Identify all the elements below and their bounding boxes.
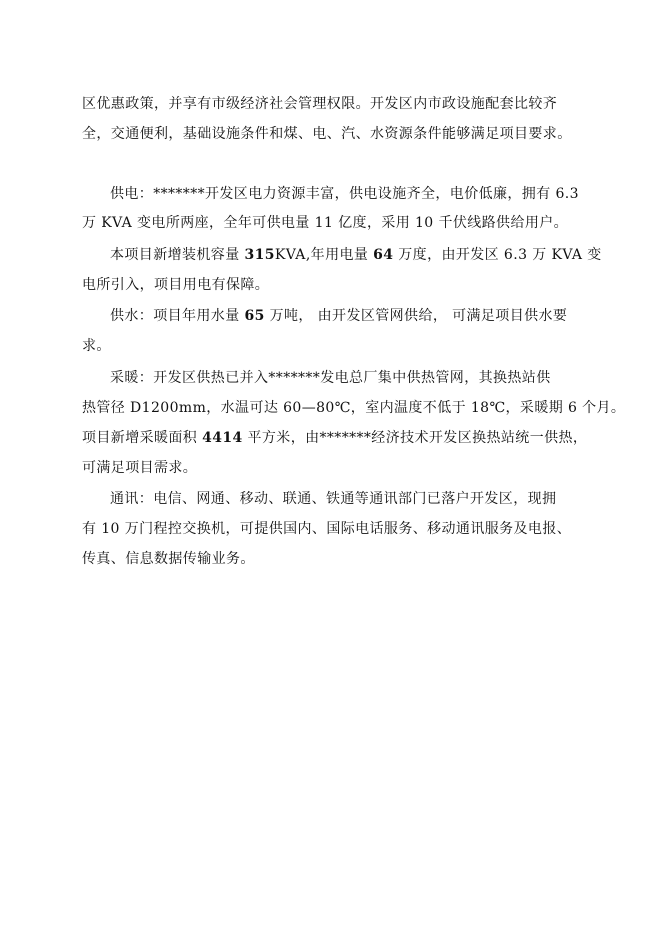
text-segment: 项目新增采暖面积: [82, 430, 203, 446]
text-segment: 万度，由开发区 6.3 万 KVA 变: [393, 247, 602, 263]
telecom-line: 传真、信息数据传输业务。: [82, 551, 255, 567]
paragraph-line: 全，交通便利，基础设施条件和煤、电、汽、水资源条件能够满足项目要求。: [82, 126, 572, 142]
power-supply-line: 供电：*******开发区电力资源丰富，供电设施齐全，电价低廉，拥有 6.3: [110, 186, 579, 202]
text-segment: 平方米，由*******经济技术开发区换热站统一供热，: [242, 430, 588, 446]
paragraph-line: 求。: [82, 338, 111, 354]
water-volume-value: 65: [244, 308, 265, 324]
text-segment: KVA,年用电量: [274, 247, 374, 263]
text-segment: 本项目新增装机容量: [110, 247, 245, 263]
paragraph-line: 可满足项目需求。: [82, 460, 198, 476]
capacity-value: 315: [244, 247, 275, 263]
telecom-line: 通讯：电信、网通、移动、联通、铁通等通讯部门已落户开发区，现拥: [110, 491, 557, 507]
heating-line: 热管径 D1200mm，水温可达 60—80℃，室内温度不低于 18℃，采暖期 6 个月。: [82, 400, 626, 416]
text-segment: 万吨， 由开发区管网供给， 可满足项目供水要: [264, 308, 568, 324]
text-segment: 供水：项目年用水量: [110, 308, 245, 324]
paragraph-line: 电所引入，项目用电有保障。: [82, 277, 270, 293]
water-supply-line: [110, 307, 567, 325]
annual-power-value: 64: [373, 247, 394, 263]
paragraph-line: 区优惠政策，并享有市级经济社会管理权限。开发区内市政设施配套比较齐: [82, 96, 558, 112]
heating-area-value: 4414: [202, 430, 243, 446]
heating-area-line: [82, 429, 587, 447]
heating-line: 采暖：开发区供热已并入*******发电总厂集中供热管网，其换热站供: [110, 370, 551, 386]
telecom-line: 有 10 万门程控交换机，可提供国内、国际电话服务、移动通讯服务及电报、: [82, 521, 572, 537]
power-supply-line: 万 KVA 变电所两座，全年可供电量 11 亿度，采用 10 千伏线路供给用户。: [82, 215, 569, 231]
power-capacity-line: [110, 246, 602, 264]
